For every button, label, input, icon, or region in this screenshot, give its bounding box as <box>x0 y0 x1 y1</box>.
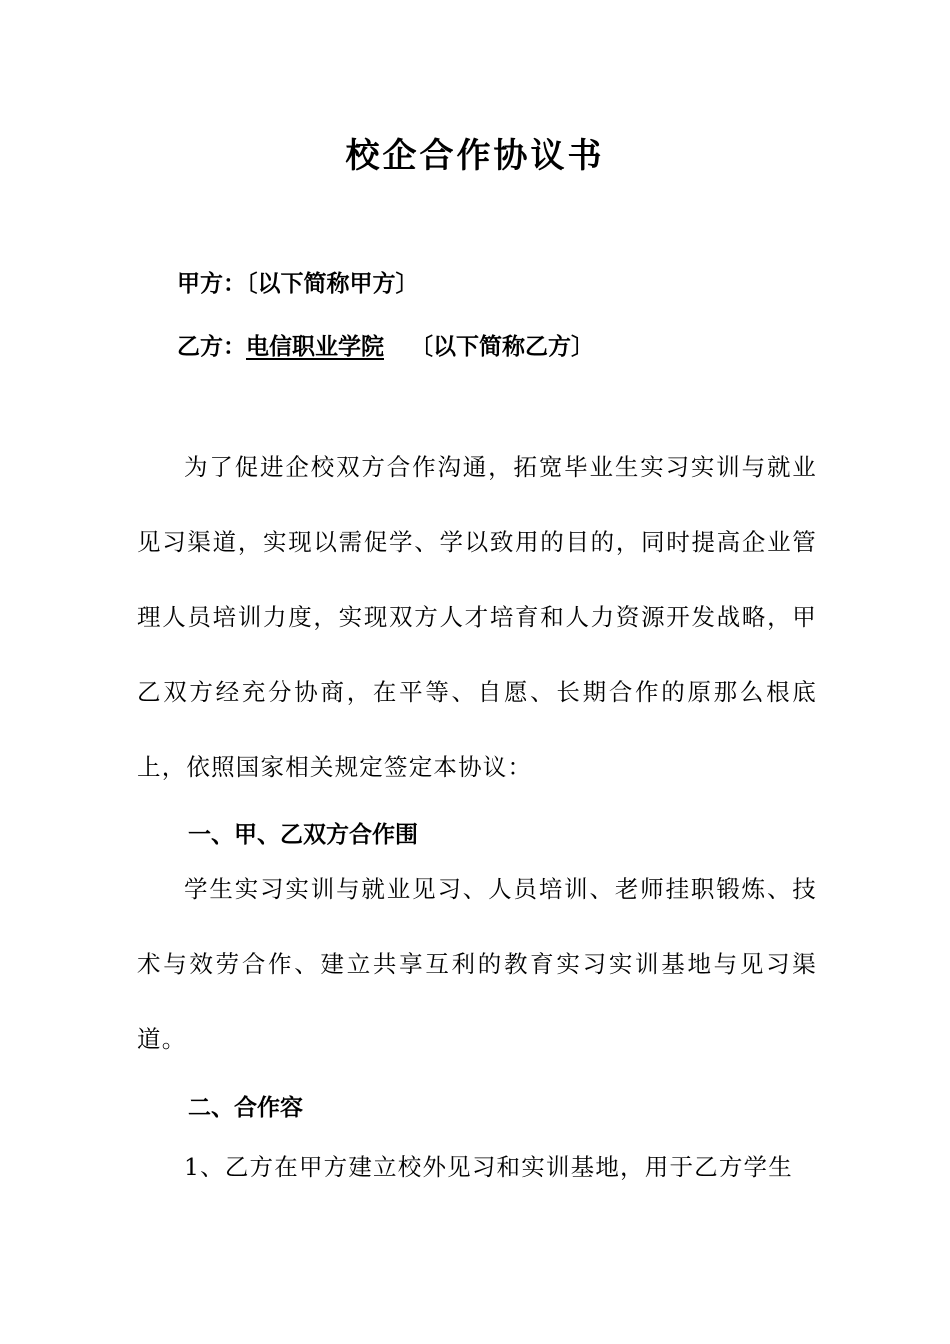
party-b-suffix: 〔以下简称乙方〕 <box>410 334 594 360</box>
party-b-line <box>177 328 594 361</box>
intro-paragraph-block <box>137 430 817 805</box>
section-1-paragraph: 学生实习实训与就业见习、人员培训、老师挂职锻炼、技术与效劳合作、建立共享互利的教育实习实训基地与见习渠道。 <box>137 875 817 1053</box>
party-a-suffix: 〔以下简称甲方〕 <box>246 271 419 297</box>
party-a-label: 甲方： <box>177 271 246 297</box>
party-a-line <box>177 265 419 298</box>
document-title: 校企合作协议书 <box>345 136 605 176</box>
section-1-heading: 一、甲、乙双方合作围 <box>188 822 418 848</box>
intro-paragraph: 为了促进企校双方合作沟通，拓宽毕业生实习实训与就业见习渠道，实现以需促学、学以致用的目的，同时提高企业管理人员培训力度，实现双方人才培育和人力资源开发战略，甲乙双方经充分协商，在平等、自愿、长期合作的原那么根底上，依照国家相关规定签定本协议： <box>137 453 817 781</box>
section-2-item-1: 1、乙方在甲方建立校外见习和实训基地，用于乙方学生 <box>184 1153 793 1181</box>
section-2-paragraph-block <box>137 1130 817 1205</box>
section-2-heading: 二、合作容 <box>188 1095 303 1121</box>
party-b-label: 乙方： <box>177 334 246 360</box>
party-b-name: 电信职业学院 <box>246 334 384 360</box>
section-1-paragraph-block <box>137 852 817 1077</box>
